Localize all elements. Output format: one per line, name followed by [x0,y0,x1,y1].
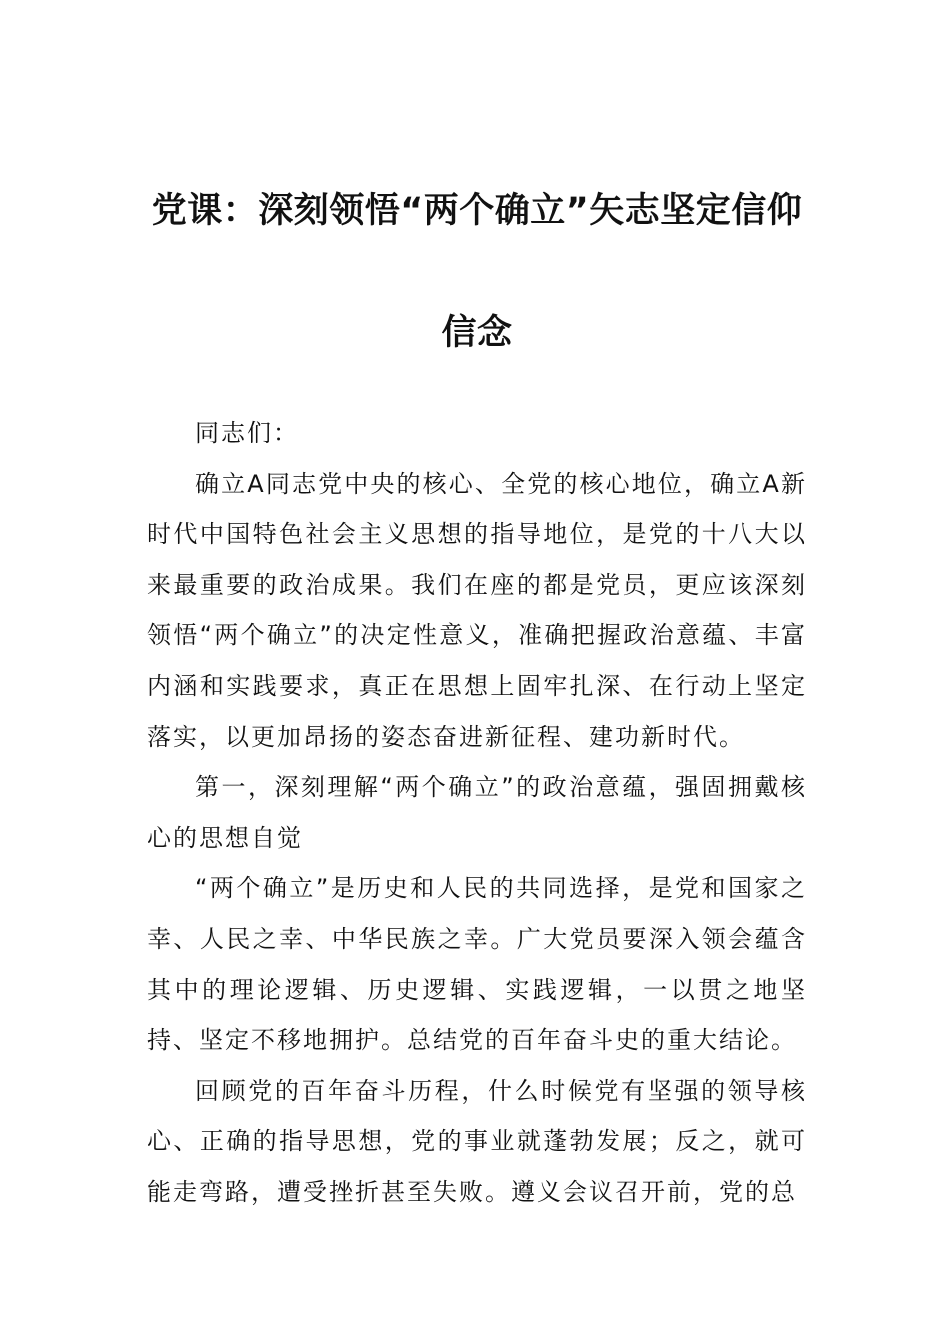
salutation-paragraph: 同志们： [195,419,299,447]
section-heading-first: 第一，深刻理解“两个确立”的政治意蕴，强固拥戴核心的思想自觉 [147,773,807,852]
document-body [147,408,807,1218]
intro-paragraph: 确立A同志党中央的核心、全党的核心地位，确立A新时代中国特色社会主义思想的指导地位，是党的十八大以来最重要的政治成果。我们在座的都是党员，更应该深刻领悟“两个确立”的决定性意义，准确把握政治意蕴、丰富内涵和实践要求，真正在思想上固牢扎深、在行动上坚定落实，以更加昂扬的姿态奋进新征程、建功新时代。 [147,469,807,751]
body-paragraph: “两个确立”是历史和人民的共同选择，是党和国家之幸、人民之幸、中华民族之幸。广大党员要深入领会蕴含其中的理论逻辑、历史逻辑、实践逻辑，一以贯之地坚持、坚定不移地拥护。总结党的百年奋斗史的重大结论。 [147,874,807,1055]
document-title: 党课：深刻领悟“两个确立”矢志坚定信仰信念 [151,191,803,353]
body-paragraph: 回顾党的百年奋斗历程，什么时候党有坚强的领导核心、正确的指导思想，党的事业就蓬勃发展；反之，就可能走弯路，遭受挫折甚至失败。遵义会议召开前，党的总 [147,1076,807,1206]
